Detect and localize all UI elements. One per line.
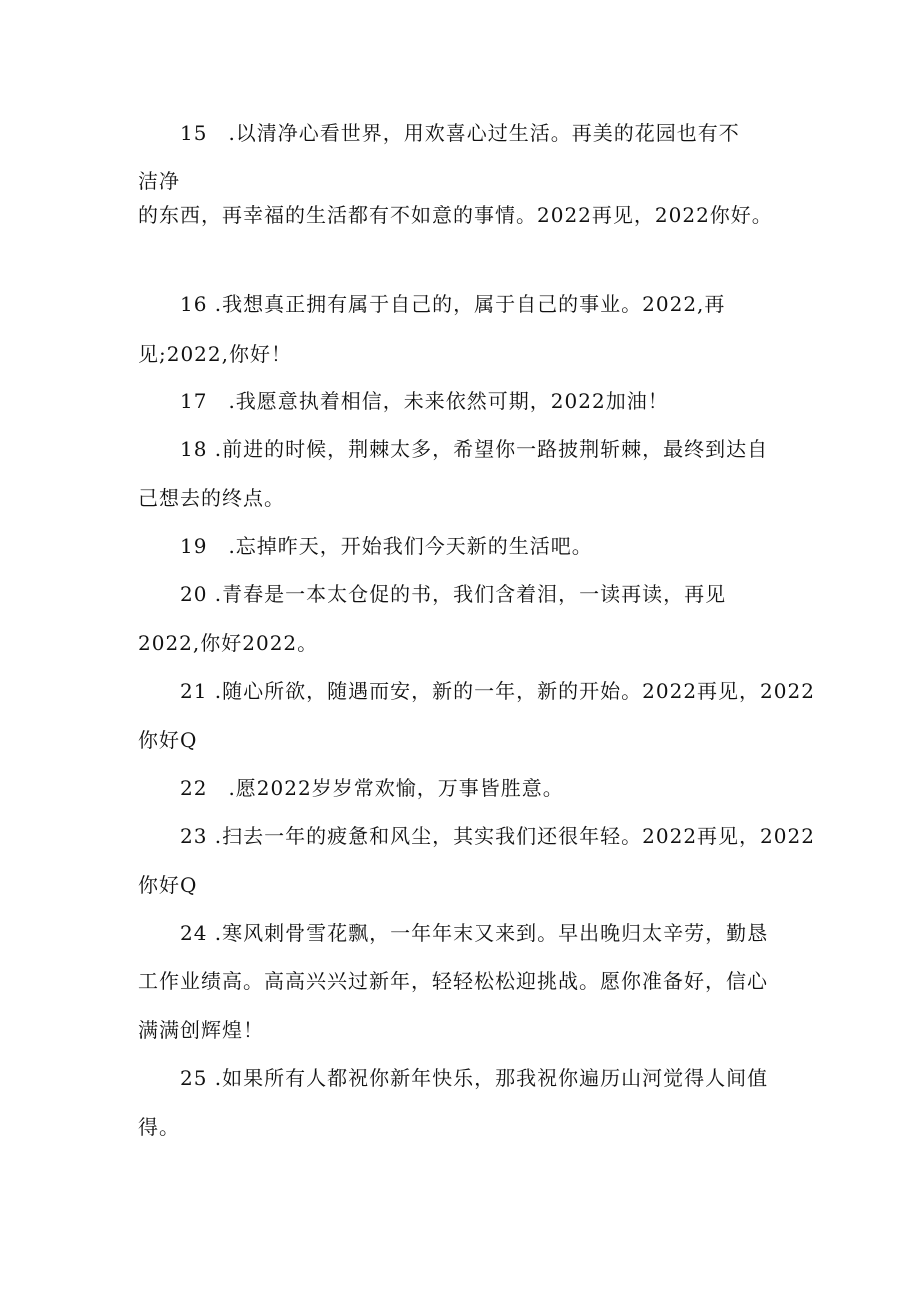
- text-line: 23 .扫去一年的疲惫和风尘，其实我们还很年轻。2022再见，2022: [180, 824, 815, 848]
- text-line: 16 .我想真正拥有属于自己的，属于自己的事业。2022,再: [180, 292, 726, 316]
- text-line: 22 .愿2022岁岁常欢愉，万事皆胜意。: [180, 776, 564, 800]
- text-line: 满满创辉煌！: [138, 1018, 264, 1042]
- text-line: 21 .随心所欲，随遇而安，新的一年，新的开始。2022再见，2022: [180, 679, 815, 703]
- text-line: 得。: [138, 1115, 180, 1139]
- text-line: 你好Q: [138, 728, 198, 752]
- text-line: 你好Q: [138, 873, 198, 897]
- text-line: 25 .如果所有人都祝你新年快乐，那我祝你遍历山河觉得人间值: [180, 1066, 769, 1090]
- text-line: 19 .忘掉昨天，开始我们今天新的生活吧。: [180, 534, 593, 558]
- text-line: 2022,你好2022。: [138, 631, 319, 655]
- text-line: 20 .青春是一本太仓促的书，我们含着泪，一读再读，再见: [180, 582, 727, 606]
- text-line: 18 .前进的时候，荆棘太多，希望你一路披荆斩棘，最终到达自: [180, 437, 769, 461]
- text-line: 己想去的终点。: [138, 486, 285, 510]
- text-line: 17 .我愿意执着相信，未来依然可期，2022加油！: [180, 389, 669, 413]
- text-line: 24 .寒风刺骨雪花飘，一年年末又来到。早出晚归太辛劳，勤恳: [180, 921, 769, 945]
- text-line: 见;2022,你好！: [138, 342, 292, 366]
- text-line: 15 .以清净心看世界，用欢喜心过生活。再美的花园也有不: [180, 121, 740, 145]
- text-line: 的东西，再幸福的生活都有不如意的事情。2022再见，2022你好。: [138, 203, 773, 227]
- text-line: 洁净: [138, 169, 180, 193]
- text-line: 工作业绩高。高高兴兴过新年，轻轻松松迎挑战。愿你准备好，信心: [138, 969, 768, 993]
